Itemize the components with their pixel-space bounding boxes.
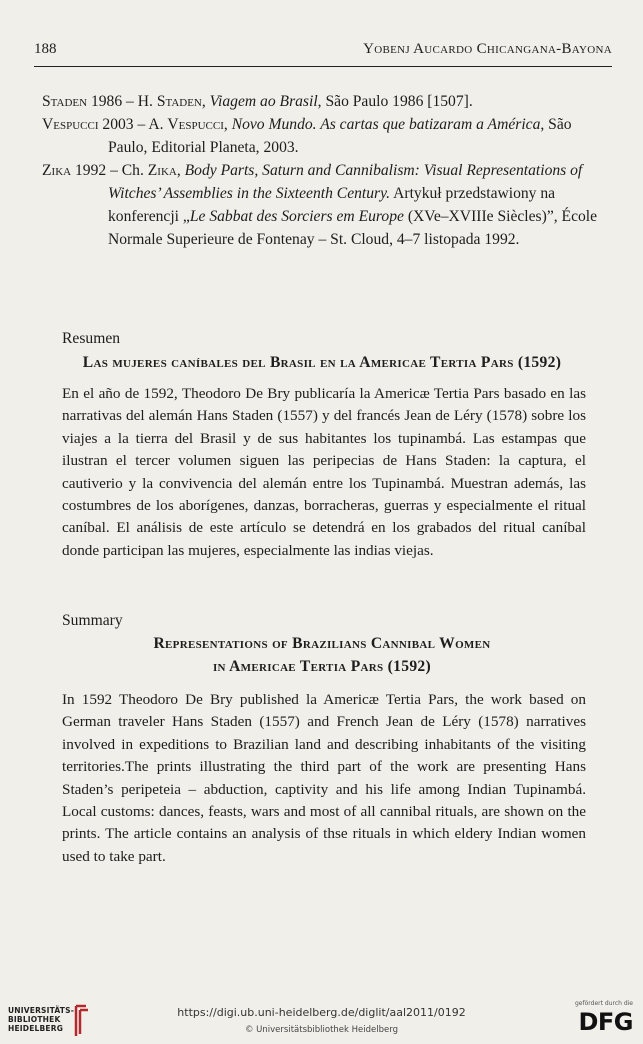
reference-entry: Zika 1992 – Ch. Zika, Body Parts, Saturn and Cannibalism: Visual Representations of Witches’ Assemblies in the Sixteenth Century. Artykuł przedstawiony na konferencji „Le Sabbat des Sorciers em Europe (XVe–XVIIIe Siècles)”, École Normale Superieure de Fontenay – St. Cloud, 4–7 listopada 1992. <box>42 162 598 248</box>
summary-title-line1: Representations of Brazilians Cannibal Women <box>153 635 491 652</box>
funder-caption: gefördert durch die <box>575 1000 633 1007</box>
summary-body: In 1592 Theodoro De Bry published la Americæ Tertia Pars, the work based on German traveler Hans Staden (1557) and French Jean de Léry (1578) narratives involved in expeditions to Brazilian land and describing inhabitants of the visiting territories.The prints illustrating the third part of the work are presenting Hans Staden’s peripeteia – abduction, captivity and his life among Indian Tupinambá. Local customs: dances, feasts, wars and most of all cannibal rituals, are shown on the prints. The article contains an analysis of thse rituals in which eldery Indian women used to take part. <box>62 691 586 865</box>
reference-entry: Vespucci 2003 – A. Vespucci, Novo Mundo. As cartas que batizaram a América, São Paulo, Editorial Planeta, 2003. <box>42 116 572 156</box>
header-rule <box>34 66 612 67</box>
bibliography <box>42 90 604 251</box>
copyright-notice: © Universitätsbibliothek Heidelberg <box>244 1025 398 1035</box>
running-author: Yobenj Aucardo Chicangana-Bayona <box>363 41 612 57</box>
library-logo: UNIVERSITÄTS- BIBLIOTHEK HEIDELBERG <box>6 1000 116 1040</box>
resumen-title: Las mujeres caníbales del Brasil en la Americae Tertia Pars (1592) <box>82 354 562 371</box>
source-url-link[interactable]: https://digi.ub.uni-heidelberg.de/diglit/aal2011/0192 <box>177 1006 466 1019</box>
page-number: 188 <box>34 41 57 57</box>
reference-entry: Staden 1986 – H. Staden, Viagem ao Brasil, São Paulo 1986 [1507]. <box>42 93 473 110</box>
dfg-logo-text: DFG <box>578 1008 633 1036</box>
summary-title-line2: in Americae Tertia Pars (1592) <box>212 658 432 675</box>
resumen-body: En el año de 1592, Theodoro De Bry publicaría la Americæ Tertia Pars basado en las narrativas del alemán Hans Staden (1557) y del francés Jean de Léry (1578) sobre los viajes a la tierra del Brasil y de sus habitantes los tupinambá. Las estampas que ilustran el tercer volumen siguen las peripecias de Hans Staden: la captura, el cautiverio y la convivencia del alemán entre los Tupinambá. Muestran además, las costumbres de los aborígenes, danzas, borracheras, guerras y especialmente el ritual caníbal. El análisis de este artículo se detendrá en los grabados del ritual caníbal donde participan las mujeres, especialmente las indias viejas. <box>62 385 586 559</box>
dfg-logo <box>569 998 633 1040</box>
summary-label: Summary <box>62 612 123 629</box>
resumen-label: Resumen <box>62 330 121 347</box>
